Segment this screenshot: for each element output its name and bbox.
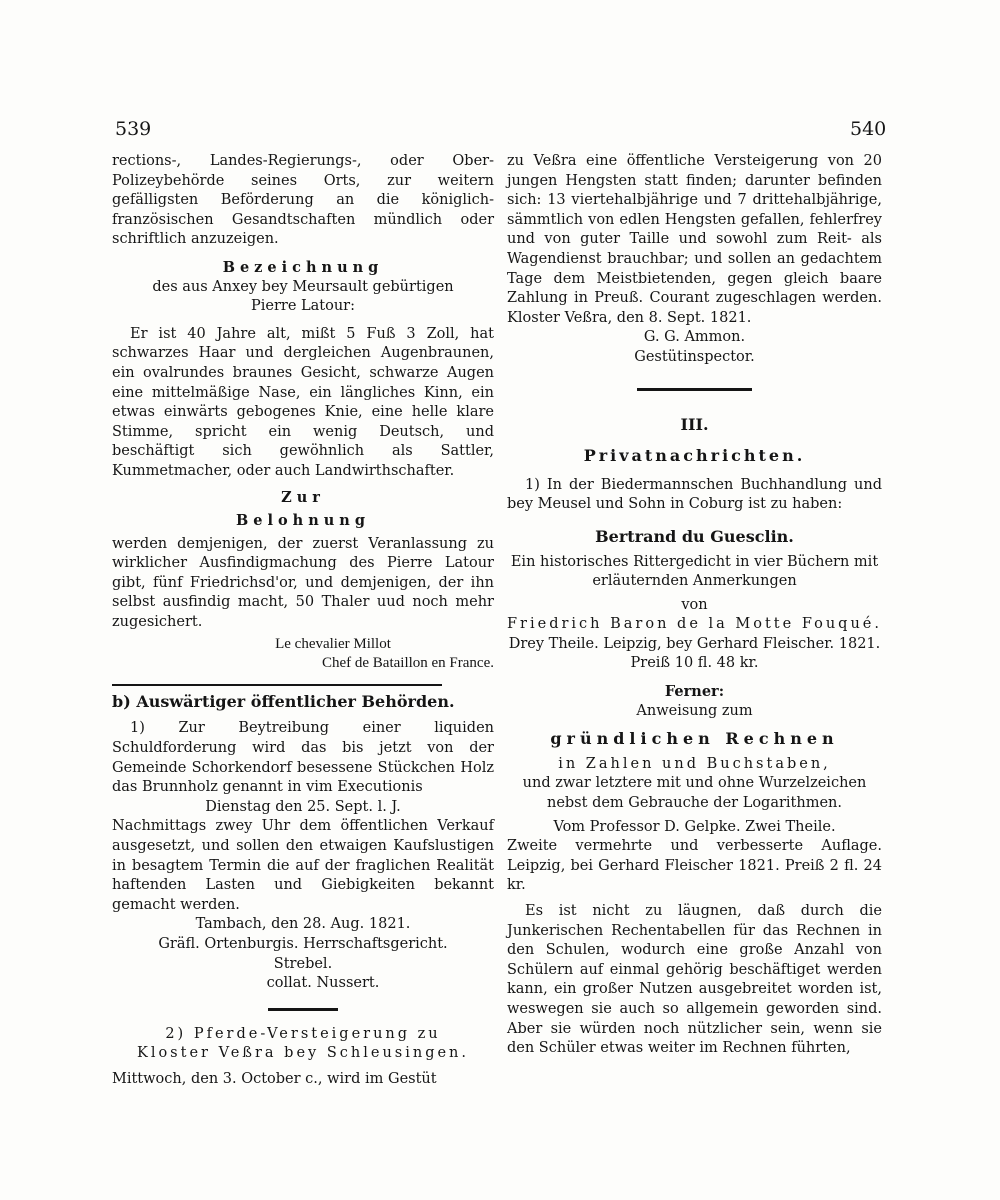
final-paragraph: Es ist nicht zu läugnen, daß durch die Junkerischen Rechentabellen für das Rechnen in den Schulen, wodurch eine große Anzahl von Schülern auf einmal gehörig beschäftiget werden kann, ein großer Nutzen ausgebreitet worden ist, weswegen sie auch so allgemein geworden sind. Aber sie würden noch nützlicher sein, wenn sie den Schüler etwas weiter im Rechnen führten, [507, 903, 882, 1057]
ferner-label: Ferner: [664, 683, 725, 701]
book1-title: Bertrand du Guesclin. [595, 526, 794, 546]
page-number-right: 540 [850, 118, 887, 140]
book2-author: Vom Professor D. Gelpke. Zwei Theile. [553, 818, 836, 835]
place-date: Tambach, den 28. Aug. 1821. [195, 916, 411, 933]
section-roman-numeral: III. [680, 414, 709, 434]
book2-sub1: in Zahlen und Buchstaben, [558, 755, 831, 772]
item1-continuation: Nachmittags zwey Uhr dem öffentlichen Verkauf ausgesetzt, und sollen den etwaigen Kaufslustigen in besagtem Termin die auf der fraglichen Realität haftenden Lasten und Giebigkeiten bekannt gemacht werden. [112, 818, 494, 913]
auction-date: Dienstag den 25. Sept. l. J. [205, 798, 401, 815]
signature-title: Chef de Bataillon en France. [321, 655, 494, 672]
signature-name: Le chevalier Millot [275, 635, 391, 652]
divider [112, 684, 442, 686]
book2-details: Zweite vermehrte und verbesserte Auflage. Leipzig, bei Gerhard Fleischer 1821. Preiß 2 fl. 24 kr. [507, 838, 882, 894]
signer-title: Gestütinspector. [634, 348, 755, 365]
left-column [112, 152, 494, 1090]
book2-pre: Anweisung zum [636, 702, 753, 719]
section-heading-privatnachrichten: Privatnachrichten. [583, 446, 806, 466]
subheading-latour: des aus Anxey bey Meursault gebürtigen Pierre Latour: [152, 278, 454, 315]
reward-paragraph: werden demjenigen, der zuerst Veranlassung zu wirklicher Ausfindigmachung des Pierre Latour gibt, fünf Friedrichsd'or, und demjenigen, der ihn selbst ausfindig macht, 50 Thaler uud noch mehr zugesichert. [112, 535, 494, 631]
signer-ammon: G. G. Ammon. [643, 329, 746, 346]
bookshop-paragraph: 1) In der Biedermannschen Buchhandlung und bey Meusel und Sohn in Coburg ist zu haben: [507, 476, 882, 513]
heading-belohnung: Belohnung [236, 512, 370, 530]
book1-author: Friedrich Baron de la Motte Fouqué. [507, 616, 882, 633]
heading-zur: Zur [281, 488, 325, 506]
item1-paragraph: 1) Zur Beytreibung einer liquiden Schuldforderung wird das bis jetzt von der Gemeinde Schorkendorf besessene Stückchen Holz das Brunnholz genannt in vim Executionis [112, 720, 494, 796]
heading-bezeichnung: Bezeichnung [222, 258, 384, 276]
book2-sub2: und zwar letztere mit und ohne Wurzelzeichen nebst dem Gebrauche der Logarithmen. [522, 775, 867, 812]
divider-thick [637, 388, 752, 391]
signer-nussert: collat. Nussert. [266, 975, 380, 992]
book2-title: gründlichen Rechnen [550, 729, 839, 749]
section-b-heading: b) Auswärtiger öffentlicher Behörden. [112, 691, 455, 711]
right-column [507, 152, 882, 1059]
signer-strebel: Strebel. [273, 955, 333, 972]
auction-continuation: zu Veßra eine öffentliche Versteigerung von 20 jungen Hengsten statt finden; darunter befinden sich: 13 viertehalbjährige und 7 drittehalbjährige, sämmtlich von edlen Hengsten gefallen, fehlerfrey und von guter Taille und sowohl zum Reit- als Wagendienst brauchbar; und sollen an gedachtem Tage dem Meistbietenden, gegen gleich baare Zahlung in Preuß. Courant zugeschlagen werden. Kloster Veßra, den 8. Sept. 1821. [507, 153, 882, 326]
book1-details: Drey Theile. Leipzig, bey Gerhard Fleischer. 1821. Preiß 10 fl. 48 kr. [508, 635, 881, 672]
description-paragraph: Er ist 40 Jahre alt, mißt 5 Fuß 3 Zoll, hat schwarzes Haar und dergleichen Augenbraunen, ein ovalrundes braunes Gesicht, schwarze Augen eine mittelmäßige Nase, ein längliches Kinn, ein etwas einwärts gebogenes Knie, eine helle klare Stimme, spricht ein wenig Deutsch, und beschäftigt sich gewöhnlich als Sattler, Kummetmacher, oder auch Landwirthschafter. [112, 325, 494, 479]
intro-paragraph: rections-, Landes-Regierungs-, oder Ober-Polizeybehörde seines Orts, zur weitern gefälligsten Beförderung an die königlich-französischen Gesandtschaften mündlich oder schriftlich anzuzeigen. [112, 153, 494, 248]
divider-short [268, 1008, 338, 1011]
book1-subtitle: Ein historisches Rittergedicht in vier Büchern mit erläuternden Anmerkungen [510, 553, 879, 590]
book1-von: von [681, 596, 708, 613]
item2-heading: 2) Pferde-Versteigerung zu Kloster Veßra bey Schleusingen. [136, 1025, 470, 1062]
item2-start: Mittwoch, den 3. October c., wird im Gestüt [112, 1070, 437, 1087]
page-number-left: 539 [115, 118, 152, 140]
authority: Gräfl. Ortenburgis. Herrschaftsgericht. [158, 935, 448, 952]
